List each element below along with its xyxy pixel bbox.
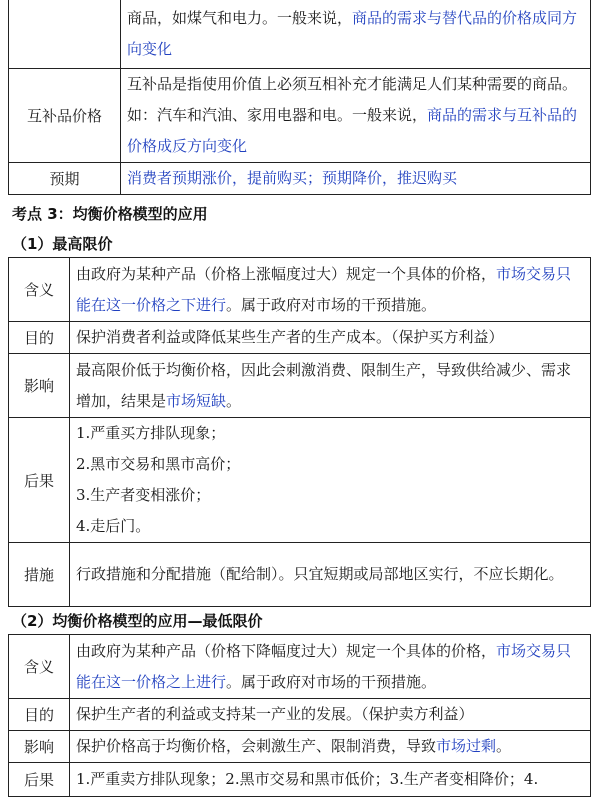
list-item: 2.黑市交易和黑市高价；: [76, 455, 241, 473]
text-span: 由政府为某种产品（价格上涨幅度过大）规定一个具体的价格，: [76, 264, 497, 283]
expectation-text: 消费者预期涨价，提前购买；预期降价，推迟购买: [121, 163, 591, 195]
purpose-label: 目的: [9, 322, 70, 354]
consequence-label: 后果: [9, 763, 70, 797]
list-item: 4.走后门。: [76, 517, 151, 535]
impact-label: 影响: [9, 354, 70, 418]
highlight-text: 市场交易只能在这一价格之下进行: [76, 264, 572, 314]
meaning-label: 含义: [9, 258, 70, 322]
consequence-list: [76, 418, 584, 542]
purpose-label: 目的: [9, 699, 70, 731]
list-item: 3.生产者变相涨价；: [76, 486, 211, 504]
text-span: 商品，如煤气和电力。一般来说，: [127, 8, 353, 27]
highlight-text: 商品的需求与替代品的价格成同方向变化: [127, 8, 578, 58]
subsection-heading-max-price: （1）最高限价: [12, 235, 113, 253]
impact-text: [70, 354, 591, 418]
impact-text: [70, 731, 591, 763]
text-span: 。: [496, 737, 512, 755]
highlight-text: 市场交易只能在这一价格之上进行: [76, 641, 572, 691]
consequence-text: 1.严重卖方排队现象；2.黑市交易和黑市低价；3.生产者变相降价；4.: [70, 763, 591, 797]
purpose-text: 保护生产者的利益或支持某一产业的发展。（保护卖方利益）: [70, 699, 591, 731]
substitute-complement-table: [8, 0, 591, 195]
meaning-text: [70, 635, 591, 699]
text-span: 。属于政府对市场的干预措施。: [226, 295, 437, 314]
text-span: 最高限价低于均衡价格，因此会刺激消费、限制生产，导致供给减少、需求增加，结果是: [76, 360, 572, 410]
highlight-text: 市场短缺: [166, 391, 227, 410]
measures-label: 措施: [9, 543, 70, 607]
text-span: 。: [226, 391, 242, 410]
consequence-label: 后果: [9, 418, 70, 543]
highlight-text: 商品的需求与互补品的价格成反方向变化: [127, 106, 578, 155]
substitute-text-cell: [121, 0, 591, 69]
price-floor-table: [8, 634, 591, 797]
subsection-heading-min-price: （2）均衡价格模型的应用—最低限价: [12, 612, 263, 630]
complement-text-cell: [121, 69, 591, 163]
meaning-label: 含义: [9, 635, 70, 699]
complement-price-label: 互补品价格: [9, 69, 121, 163]
highlight-text: 市场过剩: [436, 737, 497, 755]
consequence-list-cell: [70, 418, 591, 543]
text-span: 由政府为某种产品（价格下降幅度过大）规定一个具体的价格，: [76, 641, 497, 660]
text-span: 。属于政府对市场的干预措施。: [226, 672, 437, 691]
expectation-label: 预期: [9, 163, 121, 195]
impact-label: 影响: [9, 731, 70, 763]
meaning-text: [70, 258, 591, 322]
price-ceiling-table: [8, 257, 591, 607]
section-heading: 考点 3：均衡价格模型的应用: [12, 205, 208, 223]
text-span: 互补品是指使用价值上必须互相补充才能满足人们某种需要的商品。如：汽车和汽油、家用电器和电。一般来说，: [127, 75, 578, 124]
purpose-text: 保护消费者利益或降低某些生产者的生产成本。（保护买方利益）: [70, 322, 591, 354]
list-item: 1.严重买方排队现象；: [76, 424, 226, 442]
measures-text: 行政措施和分配措施（配给制）。只宜短期或局部地区实行，不应长期化。: [70, 543, 591, 607]
text-span: 保护价格高于均衡价格，会刺激生产、限制消费，导致: [76, 737, 437, 755]
empty-label-cell: [9, 0, 121, 69]
